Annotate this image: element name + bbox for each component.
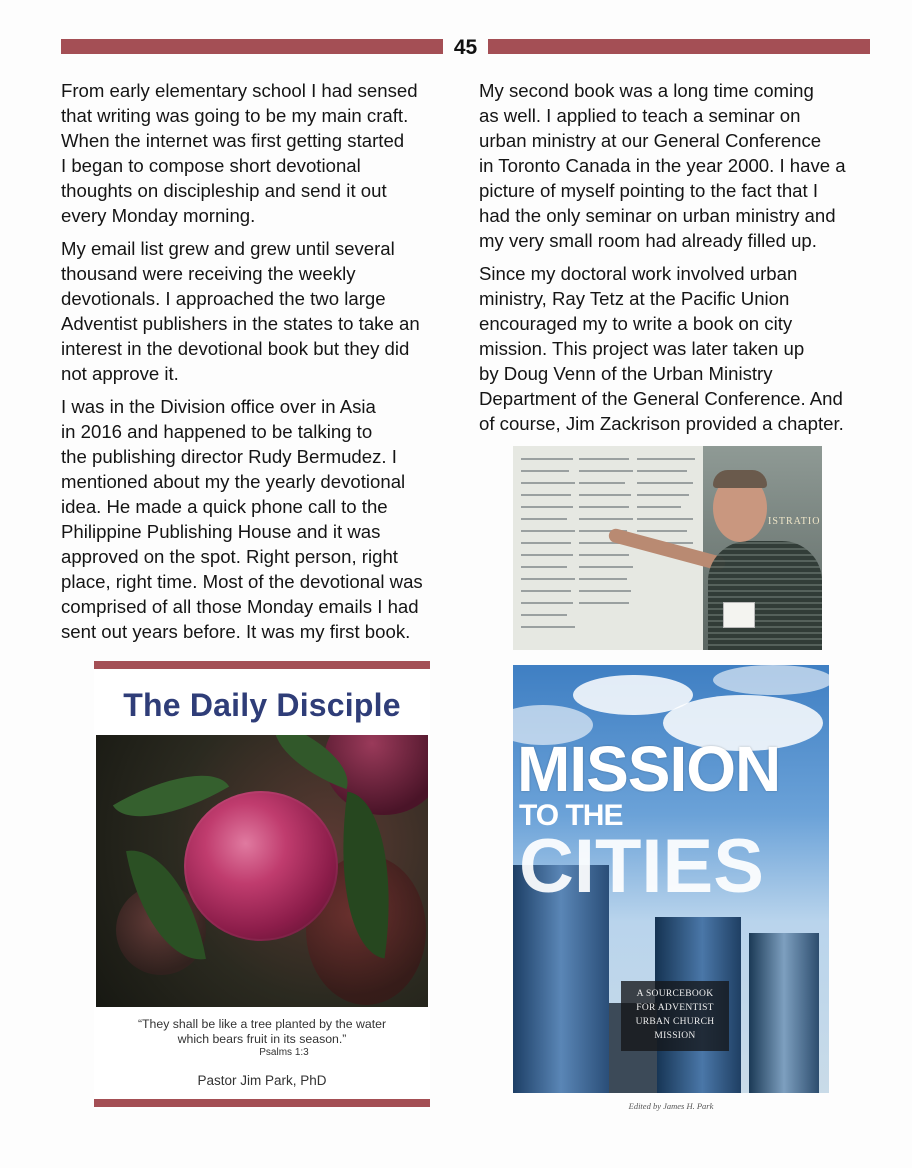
header-rule-left bbox=[61, 39, 443, 54]
cover-quote bbox=[104, 1017, 420, 1047]
text-line: Department of the General Conference. And bbox=[479, 388, 843, 409]
page-number: 45 bbox=[453, 36, 478, 59]
text-line: that writing was going to be my main craft. bbox=[61, 105, 409, 126]
text-line: encouraged my to write a book on city bbox=[479, 313, 793, 334]
text-line: had the only seminar on urban ministry and bbox=[479, 205, 836, 226]
text-line: I was in the Division office over in Asia bbox=[61, 396, 376, 417]
subtitle-line: URBAN CHURCH bbox=[635, 1017, 715, 1027]
text-line: thoughts on discipleship and send it out bbox=[61, 180, 387, 201]
mission-to-the-cities-cover bbox=[513, 665, 829, 1093]
text-line: idea. He made a quick phone call to the bbox=[61, 496, 388, 517]
text-line: I began to compose short devotional bbox=[61, 155, 361, 176]
cover-bottom-bar bbox=[94, 1099, 430, 1107]
text-line: every Monday morning. bbox=[61, 205, 256, 226]
text-line: comprised of all those Monday emails I had bbox=[61, 596, 419, 617]
text-line: in Toronto Canada in the year 2000. I have a bbox=[479, 155, 846, 176]
paragraph bbox=[479, 78, 871, 253]
cover-subtitle bbox=[621, 987, 729, 1043]
hair bbox=[713, 470, 767, 488]
text-line: interest in the devotional book but they did bbox=[61, 338, 410, 359]
left-column bbox=[61, 78, 453, 652]
text-line: When the internet was first getting started bbox=[61, 130, 405, 151]
seminar-photo bbox=[513, 446, 822, 650]
text-line: approved on the spot. Right person, right bbox=[61, 546, 398, 567]
text-line: my very small room had already filled up. bbox=[479, 230, 817, 251]
paragraph bbox=[61, 78, 453, 228]
text-line: ministry, Ray Tetz at the Pacific Union bbox=[479, 288, 790, 309]
text-line: Philippine Publishing House and it was bbox=[61, 521, 381, 542]
text-line: Adventist publishers in the states to take an bbox=[61, 313, 420, 334]
dewy-plum-image bbox=[96, 735, 428, 1007]
cover-editor-credit: Edited by James H. Park bbox=[628, 1101, 714, 1111]
cover-author: Pastor Jim Park, PhD bbox=[197, 1073, 327, 1088]
paragraph bbox=[61, 394, 453, 644]
cover-title: The Daily Disciple bbox=[123, 687, 401, 723]
header-rule-right bbox=[488, 39, 870, 54]
cover-title-mission: MISSION bbox=[517, 733, 781, 805]
plaid-shirt bbox=[708, 541, 822, 650]
text-line: place, right time. Most of the devotional was bbox=[61, 571, 423, 592]
text-line: picture of myself pointing to the fact that I bbox=[479, 180, 818, 201]
paragraph bbox=[479, 261, 871, 436]
text-line: From early elementary school I had sensed bbox=[61, 80, 418, 101]
daily-disciple-cover bbox=[94, 661, 430, 1109]
text-line: My second book was a long time coming bbox=[479, 80, 814, 101]
cover-title-to-the: TO THE bbox=[519, 799, 623, 832]
text-line: My email list grew and grew until several bbox=[61, 238, 395, 259]
text-line: Since my doctoral work involved urban bbox=[479, 263, 798, 284]
subtitle-line: MISSION bbox=[654, 1031, 696, 1041]
text-line: urban ministry at our General Conference bbox=[479, 130, 822, 151]
text-line: devotionals. I approached the two large bbox=[61, 288, 386, 309]
skyscraper bbox=[749, 933, 819, 1093]
text-line: thousand were receiving the weekly bbox=[61, 263, 356, 284]
sign-text: ISTRATIO bbox=[768, 516, 821, 527]
name-badge bbox=[723, 602, 755, 628]
subtitle-line: A SOURCEBOOK bbox=[636, 989, 714, 999]
text-line: mission. This project was later taken up bbox=[479, 338, 805, 359]
right-column bbox=[479, 78, 871, 444]
text-line: mentioned about my the yearly devotional bbox=[61, 471, 406, 492]
cover-title-cities: CITIES bbox=[519, 824, 764, 909]
text-line: by Doug Venn of the Urban Ministry bbox=[479, 363, 773, 384]
text-line: the publishing director Rudy Bermudez. I bbox=[61, 446, 397, 467]
text-line: not approve it. bbox=[61, 363, 179, 384]
cover-top-bar bbox=[94, 661, 430, 669]
quote-reference: Psalms 1:3 bbox=[259, 1047, 309, 1058]
subtitle-line: FOR ADVENTIST bbox=[636, 1003, 714, 1013]
text-line: sent out years before. It was my first book. bbox=[61, 621, 411, 642]
text-line: as well. I applied to teach a seminar on bbox=[479, 105, 801, 126]
quote-line: “They shall be like a tree planted by the water bbox=[137, 1017, 387, 1031]
text-line: in 2016 and happened to be talking to bbox=[61, 421, 373, 442]
text-line: of course, Jim Zackrison provided a chapter. bbox=[479, 413, 844, 434]
quote-line: which bears fruit in its season.” bbox=[177, 1032, 347, 1046]
paragraph bbox=[61, 236, 453, 386]
